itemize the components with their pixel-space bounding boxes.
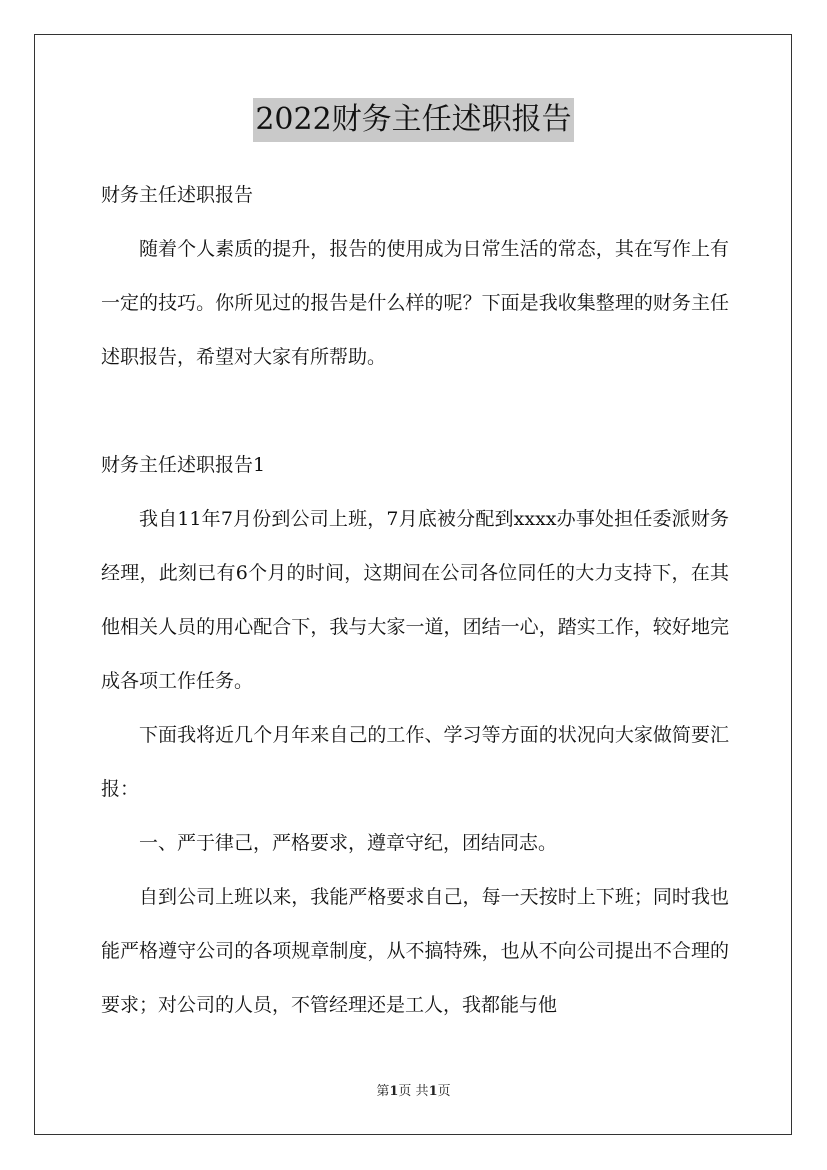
page-label-suffix: 页	[437, 1084, 451, 1099]
page-label-mid: 页 共	[398, 1084, 429, 1099]
body-paragraph: 自到公司上班以来，我能严格要求自己，每一天按时上下班；同时我也能严格遵守公司的各项规章制度，从不搞特殊，也从不向公司提出不合理的要求；对公司的人员，不管经理还是工人，我都能与他	[101, 886, 729, 1016]
page-total-number: 1	[428, 1084, 438, 1099]
document-body	[101, 168, 729, 1032]
body-paragraph: 我自11年7月份到公司上班，7月底被分配到xxxx办事处担任委派财务经理，此刻已有6个月的时间，这期间在公司各位同任的大力支持下，在其他相关人员的用心配合下，我与大家一道，团结一心，踏实工作，较好地完成各项工作任务。	[101, 508, 729, 692]
page-current-number: 1	[389, 1084, 399, 1099]
report-heading: 财务主任述职报告1	[101, 454, 266, 476]
section-heading: 财务主任述职报告	[101, 184, 254, 206]
title-container	[0, 98, 827, 142]
document-title: 2022财务主任述职报告	[253, 98, 573, 142]
page-footer	[0, 1083, 827, 1101]
body-paragraph: 一、严于律己，严格要求，遵章守纪，团结同志。	[139, 832, 558, 854]
page-label-prefix: 第	[376, 1084, 390, 1099]
intro-paragraph: 随着个人素质的提升，报告的使用成为日常生活的常态，其在写作上有一定的技巧。你所见过的报告是什么样的呢？下面是我收集整理的财务主任述职报告，希望对大家有所帮助。	[101, 238, 729, 368]
body-paragraph: 下面我将近几个月年来自己的工作、学习等方面的状况向大家做简要汇报：	[101, 724, 729, 800]
